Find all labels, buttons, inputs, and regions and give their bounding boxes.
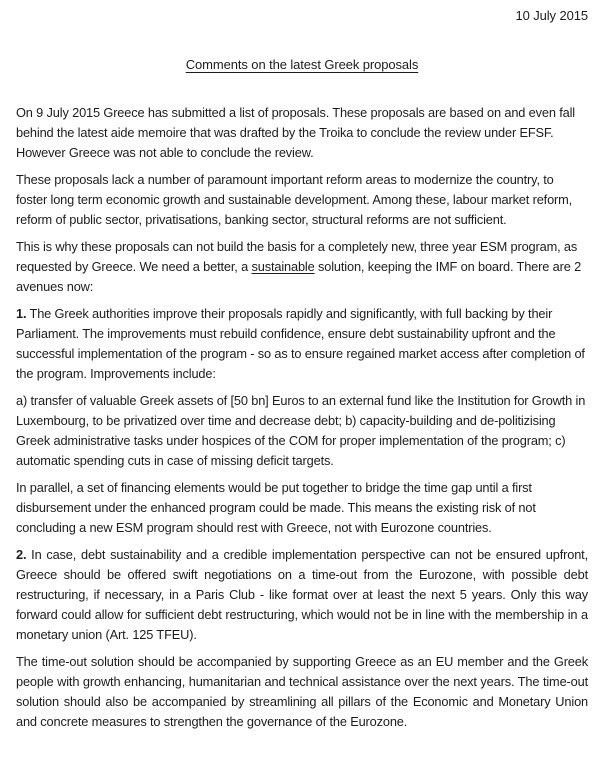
document-body: [16, 103, 588, 732]
paragraph: [16, 652, 588, 732]
text-run: solution, keeping the IMF on board. There are 2 avenues now:: [16, 259, 582, 294]
underlined-word: sustainable: [251, 259, 315, 274]
text-run: a) transfer of valuable Greek assets of [50 bn] Euros to an external fund like the Institution for Growth in Luxembourg, to be privatized over time and decrease debt; b) capacity-building and de-politizising Greek administrative tasks under hospices of the COM for proper implementation of the program; c) automatic spending cuts in case of missing deficit targets.: [16, 393, 586, 468]
paragraph: [16, 304, 588, 384]
text-run: This is why these proposals can not build the basis for a completely new, three year ESM program, as requested by Greece. We need a better, a: [16, 239, 578, 274]
text-run: In parallel, a set of financing elements would be put together to bridge the time gap until a first disbursement under the enhanced program could be made. This means the existing risk of not concluding a new ESM program should rest with Greece, not with Eurozone countries.: [16, 480, 536, 535]
document-date: 10 July 2015: [515, 8, 588, 23]
paragraph: [16, 545, 588, 645]
document-title: Comments on the latest Greek proposals: [185, 57, 419, 72]
paragraph: [16, 391, 588, 471]
text-run: On 9 July 2015 Greece has submitted a list of proposals. These proposals are based on and even fall behind the latest aide memoire that was drafted by the Troika to conclude the review under EFSF. However Greece was not able to conclude the review.: [16, 105, 575, 160]
text-run: These proposals lack a number of paramount important reform areas to modernize the country, to foster long term economic growth and sustainable development. Among these, labour market reform, reform of public sector, privatisations, banking sector, structural reforms are not sufficient.: [16, 172, 573, 227]
text-run: The Greek authorities improve their proposals rapidly and significantly, with full backing by their Parliament. The improvements must rebuild confidence, ensure debt sustainability upfront and the successful implementation of the program - so as to ensure regained market access after completion of the program. Improvements include:: [16, 306, 585, 381]
paragraph: [16, 237, 588, 297]
title-row: [16, 57, 588, 73]
list-number-bold: 2.: [16, 547, 27, 562]
text-run: The time-out solution should be accompanied by supporting Greece as an EU member and the Greek people with growth enhancing, humanitarian and technical assistance over the next years. The time-out solution should also be accompanied by streamlining all pillars of the Economic and Monetary Union and concrete measures to strengthen the governance of the Eurozone.: [16, 654, 588, 729]
list-number-bold: 1.: [16, 306, 27, 321]
text-run: In case, debt sustainability and a credible implementation perspective can not be ensured upfront, Greece should be offered swift negotiations on a time-out from the Eurozone, with possible debt restructuring, if necessary, in a Paris Club - like format over at least the next 5 years. Only this way forward could allow for sufficient debt restructuring, which would not be in line with the membership in a monetary union (Art. 125 TFEU).: [16, 547, 588, 642]
paragraph: [16, 478, 588, 538]
paragraph: [16, 170, 588, 230]
paragraph: [16, 103, 588, 163]
